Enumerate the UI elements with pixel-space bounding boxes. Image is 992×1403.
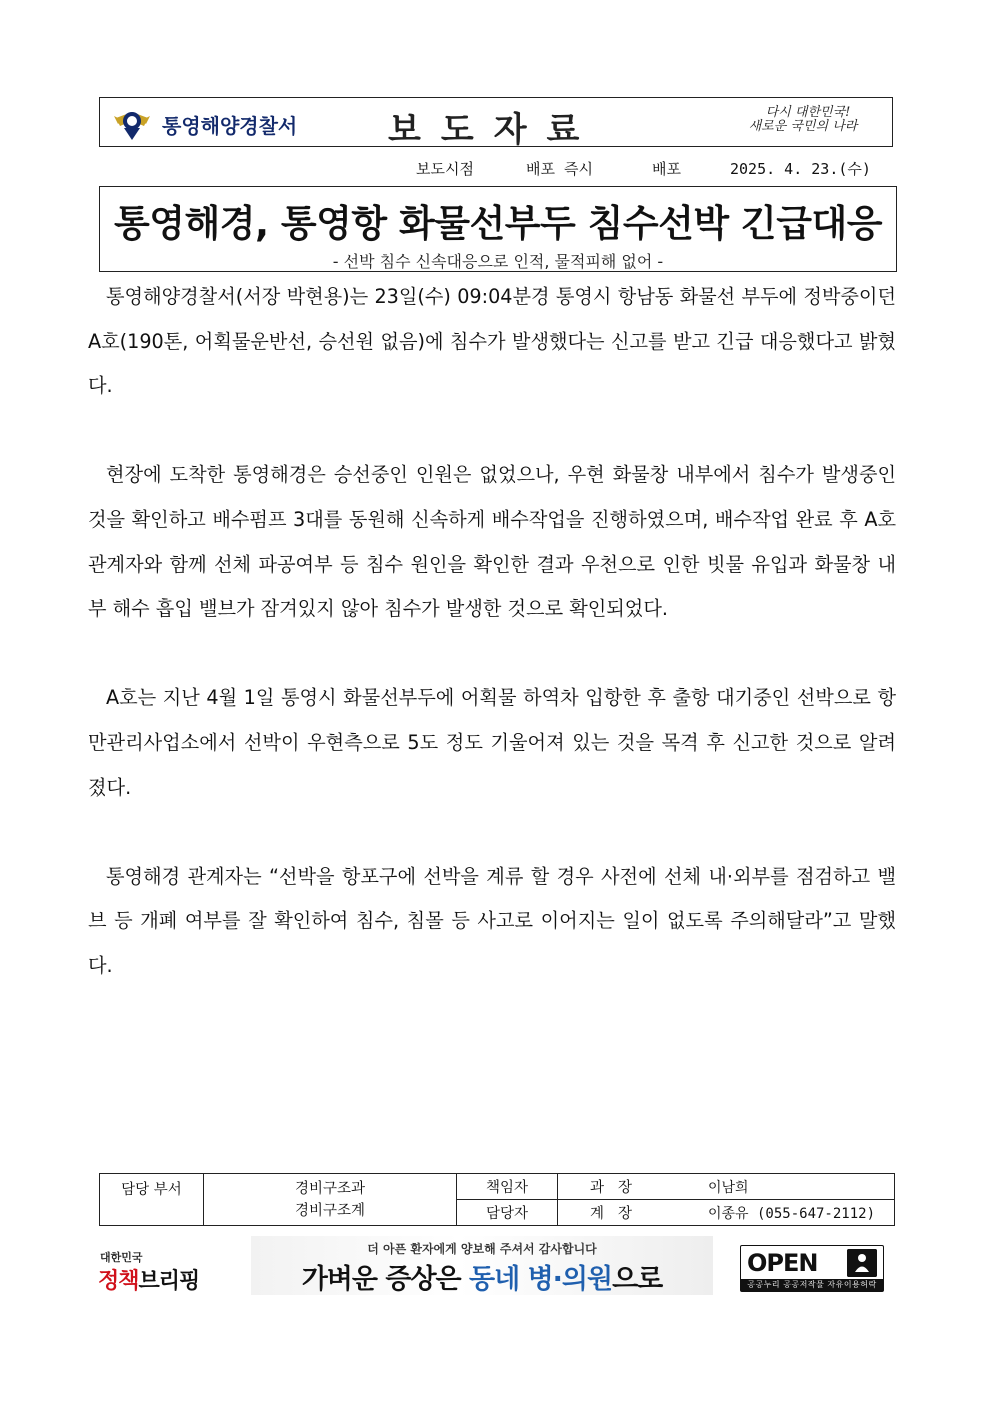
dept-value (204, 1174, 457, 1226)
banner-main-black: 가벼운 증상은 (301, 1264, 470, 1295)
dept-line-2: 경비구조계 (294, 1202, 366, 1219)
paragraph-text: 통영해경 관계자는 “선박을 항포구에 선박을 계류 할 경우 사전에 선체 내·외부를 점검하고 밸브 등 개폐 여부를 잘 확인하여 침수, 침몰 등 사고로 이어지는 일이 없도록 주의해달라”고 말했다. (88, 864, 896, 977)
banner-main-blue: 동네 병·의원 (469, 1264, 613, 1295)
contact-person (558, 1174, 895, 1200)
press-release-title: 보도자료 (388, 110, 600, 150)
paragraph (88, 676, 896, 810)
banner-top-text: 더 아픈 환자에게 양보해 주셔서 감사합니다 (367, 1242, 597, 1256)
contact-person (558, 1200, 895, 1226)
paragraph (88, 855, 896, 989)
logo-black-text: 브리핑 (138, 1269, 200, 1294)
header-banner (99, 97, 893, 150)
release-time-value: 배포 즉시 (526, 160, 593, 178)
paragraph-text: A호는 지난 4월 1일 통영시 화물선부두에 어획물 하역차 입항한 후 출항 대기중인 선박으로 항만관리사업소에서 선박이 우현측으로 5도 정도 기울어져 있는 것을 목격 후 신고한 것으로 알려졌다. (88, 686, 896, 799)
role-label: 담당자 (457, 1200, 558, 1226)
policy-briefing-logo[interactable] (98, 1249, 208, 1295)
paragraph (88, 275, 896, 409)
release-date-value: 2025. 4. 23.(수) (730, 160, 871, 178)
release-time-label: 보도시점 (416, 160, 474, 178)
agency-name: 통영해양경찰서 (162, 114, 298, 138)
slogan (738, 106, 878, 134)
article-body (88, 275, 896, 989)
paragraph-text: 통영해양경찰서(서장 박현용)는 23일(수) 09:04분경 통영시 항남동 화물선 부두에 정박중이던 A호(190톤, 어획물운반선, 승선원 없음)에 침수가 발생했다는 신고를 받고 긴급 대응했다고 밝혔다. (88, 285, 896, 398)
headline-box (99, 186, 897, 272)
attribution-person-icon (847, 1249, 877, 1277)
kogl-open-license-mark[interactable] (740, 1245, 884, 1292)
banner-main-text (251, 1257, 713, 1296)
slogan-line-1: 다시 대한민국! (765, 105, 851, 120)
coast-guard-emblem-icon (112, 104, 152, 142)
person-name: 이남희 (708, 1180, 749, 1196)
open-word: OPEN (747, 1249, 818, 1277)
headline: 통영해경, 통영항 화물선부두 침수선박 긴급대응 (114, 202, 882, 245)
logo-red-text: 정책 (98, 1269, 139, 1294)
table-row (100, 1174, 895, 1200)
logo-big-text (98, 1264, 208, 1295)
open-caption: 공공누리 공공저작물 자유이용허락 (741, 1279, 883, 1291)
position-label: 과장 (589, 1180, 646, 1196)
person-name: 이종유 (055-647-2112) (708, 1206, 876, 1222)
dept-line-1: 경비구조과 (294, 1180, 366, 1197)
dept-label: 담당 부서 (100, 1174, 204, 1226)
position-label: 계장 (589, 1206, 646, 1222)
slogan-line-2: 새로운 국민의 나라 (748, 119, 858, 134)
campaign-banner[interactable] (251, 1236, 713, 1295)
contact-table (99, 1173, 895, 1226)
paragraph (88, 453, 896, 631)
subheadline: - 선박 침수 신속대응으로 인적, 물적피해 없어 - (332, 252, 664, 271)
paragraph-text: 현장에 도착한 통영해경은 승선중인 인원은 없었으나, 우현 화물창 내부에서 침수가 발생중인 것을 확인하고 배수펌프 3대를 동원해 신속하게 배수작업을 진행하였으며, 배수작업 완료 후 A호 관계자와 함께 선체 파공여부 등 침수 원인을 확인한 결과 우천으로 인한 빗물 유입과 화물창 내부 해수 흡입 밸브가 잠겨있지 않아 침수가 발생한 것으로 확인되었다. (88, 463, 896, 621)
release-date-label: 배포 (652, 160, 681, 178)
role-label: 책임자 (457, 1174, 558, 1200)
logo-small-text: 대한민국 (100, 1251, 143, 1264)
banner-main-end: 으로 (612, 1264, 663, 1295)
